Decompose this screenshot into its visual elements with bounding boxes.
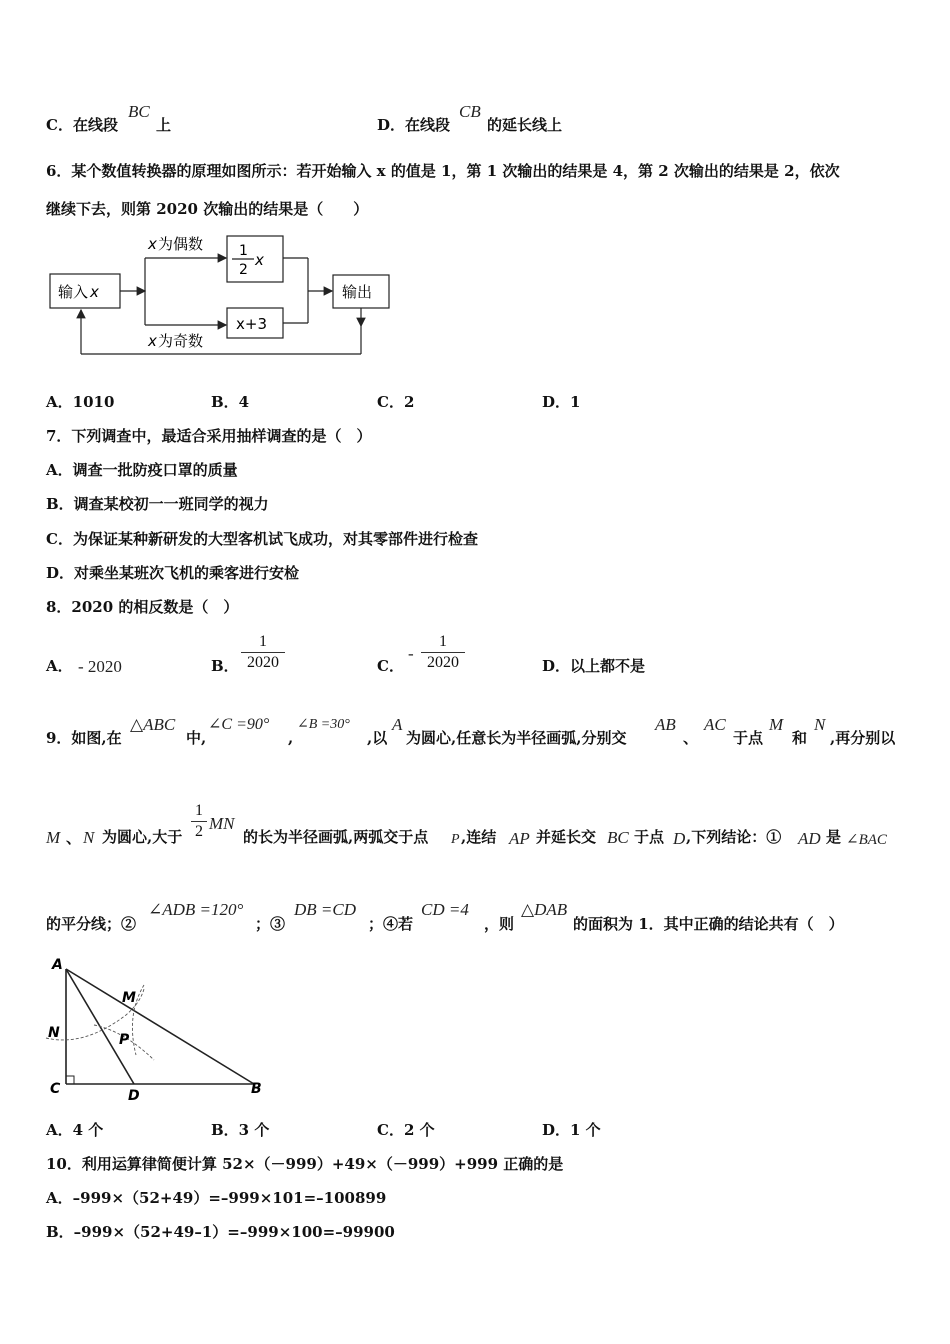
q9-seg-bc: BC [607, 828, 629, 847]
number-converter-diagram [40, 228, 400, 360]
q7-option-c: C．为保证某种新研发的大型客机试飞成功，对其零部件进行检查 [46, 530, 478, 548]
half-var: x [255, 251, 264, 269]
q8-option-a-value: - 2020 [78, 657, 122, 676]
q5-option-c-label: C．在线段 [46, 116, 118, 134]
q9-l1-d: , [288, 729, 294, 747]
q10-stem: 10．利用运算律简便计算 52×（－999）+49×（－999）+999 正确的是 [46, 1155, 564, 1173]
half-denominator: 2 [239, 262, 248, 278]
q10-option-b: B．–999×（52+49–1）=–999×100=–99900 [46, 1223, 395, 1241]
q9-l2-d: 为圆心,大于 [102, 828, 183, 846]
q7-option-b: B．调查某校初一一班同学的视力 [46, 495, 269, 513]
q5-option-d-math: CB [459, 102, 481, 121]
label-n: N [48, 1025, 60, 1041]
input-var: x [90, 283, 99, 301]
q9-l1-f: ,以 [367, 729, 388, 747]
q9-l1-h: 为圆心,任意长为半径画弧,分别交 [406, 729, 627, 747]
q9-l1-l: 于点 [733, 729, 764, 747]
q9-point-d: D [673, 829, 686, 848]
even-label: 为偶数 [158, 235, 204, 253]
output-label: 输出 [342, 283, 373, 301]
q9-half-denominator: 2 [195, 823, 203, 840]
odd-var: x [148, 332, 157, 350]
label-p: P [119, 1032, 130, 1048]
q9-half-fraction [191, 801, 207, 842]
q9-cd-eq-4: CD =4 [421, 900, 469, 919]
side-ab [66, 969, 254, 1084]
label-m: M [122, 990, 136, 1006]
q9-l2-n: N [83, 828, 95, 847]
q9-l3-c: ；③ [255, 915, 286, 933]
label-a: A [52, 957, 63, 973]
q9-l2-p: 是 [826, 828, 842, 846]
q9-l3-e: ；④若 [368, 915, 414, 933]
q8-b-numerator: 1 [241, 632, 285, 653]
q9-option-b: B．3 个 [211, 1121, 270, 1139]
q8-c-numerator: 1 [421, 632, 465, 653]
q9-l2-l: 于点 [634, 828, 665, 846]
q10-option-a: A．–999×（52+49）=–999×101=–100899 [46, 1189, 387, 1207]
label-d: D [128, 1088, 140, 1104]
q9-option-a: A．4 个 [46, 1121, 104, 1139]
q8-option-a-label: A． [46, 657, 73, 675]
q6-option-a: A．1010 [46, 393, 115, 411]
q9-l1-a: 9．如图,在 [46, 729, 122, 747]
q9-seg-ap: AP [509, 829, 530, 848]
q7-option-d: D．对乘坐某班次飞机的乘客进行安检 [46, 564, 300, 582]
q5-option-d-label: D．在线段 [377, 116, 451, 134]
q9-angle-bac: ∠BAC [846, 832, 887, 848]
q9-l2-sep: 、 [66, 829, 82, 847]
q6-stem-line1: 6．某个数值转换器的原理如图所示：若开始输入 x 的值是 1，第 1 次输出的结果是 4，第 2 次输出的结果是 2，依次 [46, 162, 840, 180]
q9-seg-ab: AB [655, 715, 676, 734]
q7-option-a: A．调查一批防疫口罩的质量 [46, 461, 238, 479]
q9-l2-f: 的长为半径画弧,两弧交于点 [243, 828, 429, 846]
q6-option-b: B．4 [211, 393, 250, 411]
q9-triangle-abc: △ABC [130, 715, 176, 734]
q7-stem: 7．下列调查中，最适合采用抽样调查的是（ ） [46, 427, 372, 445]
q8-c-denominator: 2020 [427, 654, 459, 671]
q8-option-b-fraction [241, 632, 285, 673]
odd-label: 为奇数 [158, 332, 204, 350]
q9-l3-i: 的面积为 1．其中正确的结论共有（ ） [573, 915, 844, 933]
right-angle-mark [66, 1076, 74, 1084]
q9-point-m: M [769, 715, 784, 734]
q9-l2-n-text: ,下列结论：① [686, 828, 782, 846]
q9-half-numerator: 1 [191, 801, 207, 822]
q8-option-c-fraction [421, 632, 465, 673]
even-var: x [148, 235, 157, 253]
q9-l1-j: 、 [683, 729, 699, 747]
q9-angle-adb: ∠ADB =120° [148, 900, 244, 919]
q9-triangle-dab: △DAB [521, 900, 568, 919]
plus-three-label: x+3 [236, 315, 267, 333]
q9-l1-n: 和 [792, 729, 808, 747]
input-label: 输入 [58, 283, 89, 301]
q9-seg-mn: MN [209, 814, 235, 833]
q9-l2-h: ,连结 [461, 828, 497, 846]
q9-l3-a: 的平分线；② [46, 915, 137, 933]
q5-option-c-math: BC [128, 102, 150, 121]
q9-angle-b: ∠B =30° [297, 717, 350, 732]
q8-option-d: D．以上都不是 [542, 657, 646, 675]
q9-l1-b: 中, [186, 729, 207, 747]
half-numerator: 1 [239, 243, 248, 259]
label-c: C [50, 1081, 61, 1097]
q9-l3-g: ，则 [484, 915, 515, 933]
q8-option-c-label: C． [377, 657, 404, 675]
q6-stem-line2: 继续下去，则第 2020 次输出的结果是（ ） [46, 200, 369, 218]
q9-l1-p: ,再分别以 [830, 729, 896, 747]
q6-option-c: C．2 [377, 393, 415, 411]
q8-b-denominator: 2020 [247, 654, 279, 671]
q9-seg-ac: AC [704, 715, 726, 734]
q6-option-d: D．1 [542, 393, 581, 411]
q9-point-p: P [451, 832, 460, 847]
q9-point-a: A [392, 715, 403, 734]
q9-db-eq-cd: DB =CD [294, 900, 356, 919]
triangle-figure [44, 955, 274, 1105]
q9-point-n: N [814, 715, 826, 734]
q5-option-c-suffix: 上 [156, 116, 172, 134]
q9-l2-j: 并延长交 [536, 828, 597, 846]
q8-option-c-sign: - [408, 644, 414, 663]
q9-angle-c: ∠C =90° [208, 716, 270, 733]
label-b: B [251, 1081, 262, 1097]
q9-l2-m: M [46, 828, 61, 847]
q9-option-c: C．2 个 [377, 1121, 435, 1139]
q5-option-d-suffix: 的延长线上 [487, 116, 563, 134]
q9-option-d: D．1 个 [542, 1121, 601, 1139]
q9-seg-ad: AD [798, 829, 821, 848]
q8-option-b-label: B． [211, 657, 239, 675]
q8-stem: 8．2020 的相反数是（ ） [46, 598, 239, 616]
